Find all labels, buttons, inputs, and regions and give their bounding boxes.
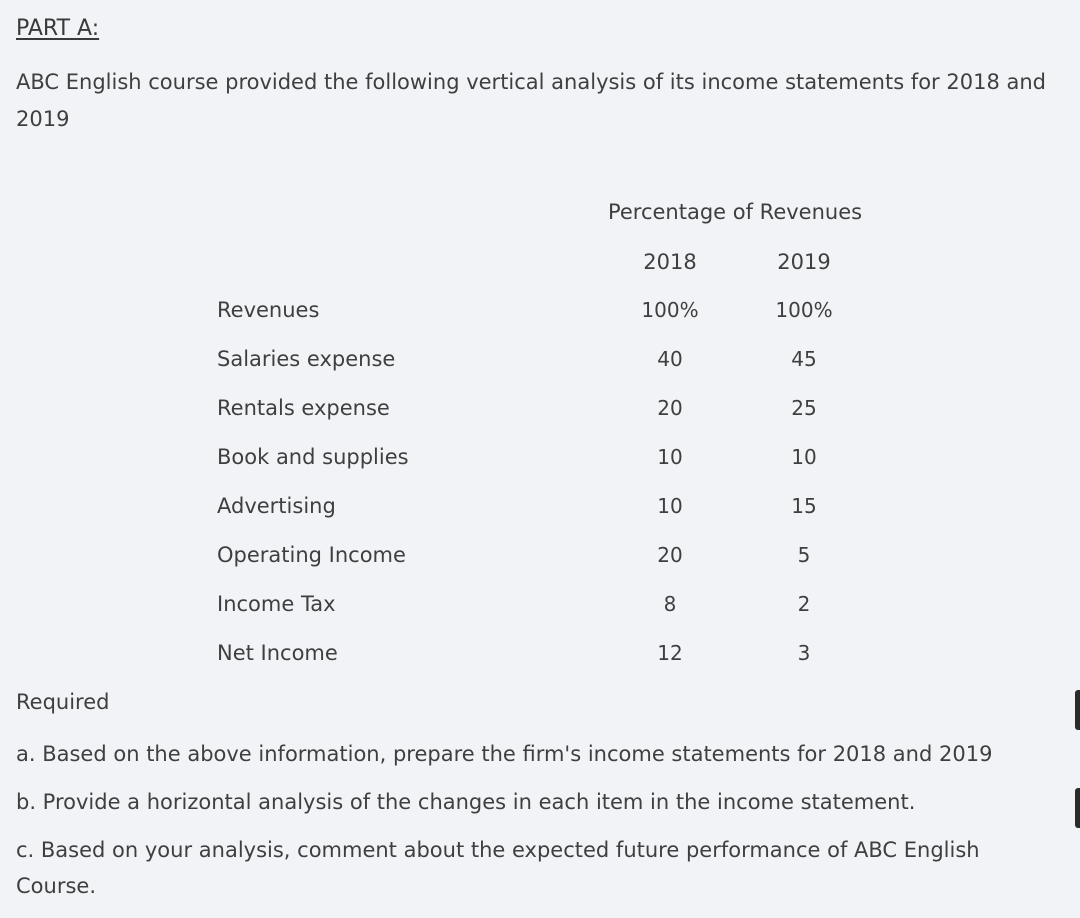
intro-paragraph: ABC English course provided the following vertical analysis of its income statements for 2018 and 2019 <box>16 70 1046 131</box>
required-heading: Required <box>16 690 110 714</box>
table-row <box>0 388 1080 437</box>
value-2019: 15 <box>791 494 817 518</box>
requirement-b: b. Provide a horizontal analysis of the changes in each item in the income statement. <box>16 790 916 814</box>
value-2019: 3 <box>797 641 811 665</box>
value-2018: 10 <box>657 494 683 518</box>
value-2018: 40 <box>657 347 683 371</box>
value-2019: 45 <box>791 347 817 371</box>
table-row <box>0 633 1080 682</box>
row-label: Salaries expense <box>217 347 396 371</box>
row-label: Rentals expense <box>217 396 390 420</box>
value-2019: 100% <box>775 298 833 322</box>
table-row <box>0 339 1080 388</box>
row-label: Advertising <box>217 494 336 518</box>
table-row <box>0 486 1080 535</box>
value-2018: 100% <box>641 298 699 322</box>
row-label: Income Tax <box>217 592 336 616</box>
part-heading: PART A: <box>16 16 100 41</box>
value-2018: 12 <box>657 641 683 665</box>
value-2018: 8 <box>663 592 677 616</box>
row-label: Net Income <box>217 641 338 665</box>
value-2019: 10 <box>791 445 817 469</box>
year-header-2019: 2019 <box>777 250 831 274</box>
value-2018: 10 <box>657 445 683 469</box>
value-2019: 5 <box>797 543 811 567</box>
year-header-2018: 2018 <box>643 250 697 274</box>
table-title: Percentage of Revenues <box>607 200 863 224</box>
edge-mark <box>1075 788 1080 828</box>
requirement-c: c. Based on your analysis, comment about the expected future performance of ABC English Course. <box>16 838 980 898</box>
edge-mark <box>1075 690 1080 730</box>
table-row <box>0 290 1080 339</box>
value-2019: 25 <box>791 396 817 420</box>
value-2019: 2 <box>797 592 811 616</box>
value-2018: 20 <box>657 396 683 420</box>
row-label: Operating Income <box>217 543 406 567</box>
table-row <box>0 535 1080 584</box>
requirements-list <box>16 736 1056 916</box>
value-2018: 20 <box>657 543 683 567</box>
row-label: Book and supplies <box>217 445 409 469</box>
table-row <box>0 584 1080 633</box>
requirement-a: a. Based on the above information, prepare the firm's income statements for 2018 and 2019 <box>16 742 993 766</box>
row-label: Revenues <box>217 298 320 322</box>
table-row <box>0 437 1080 486</box>
